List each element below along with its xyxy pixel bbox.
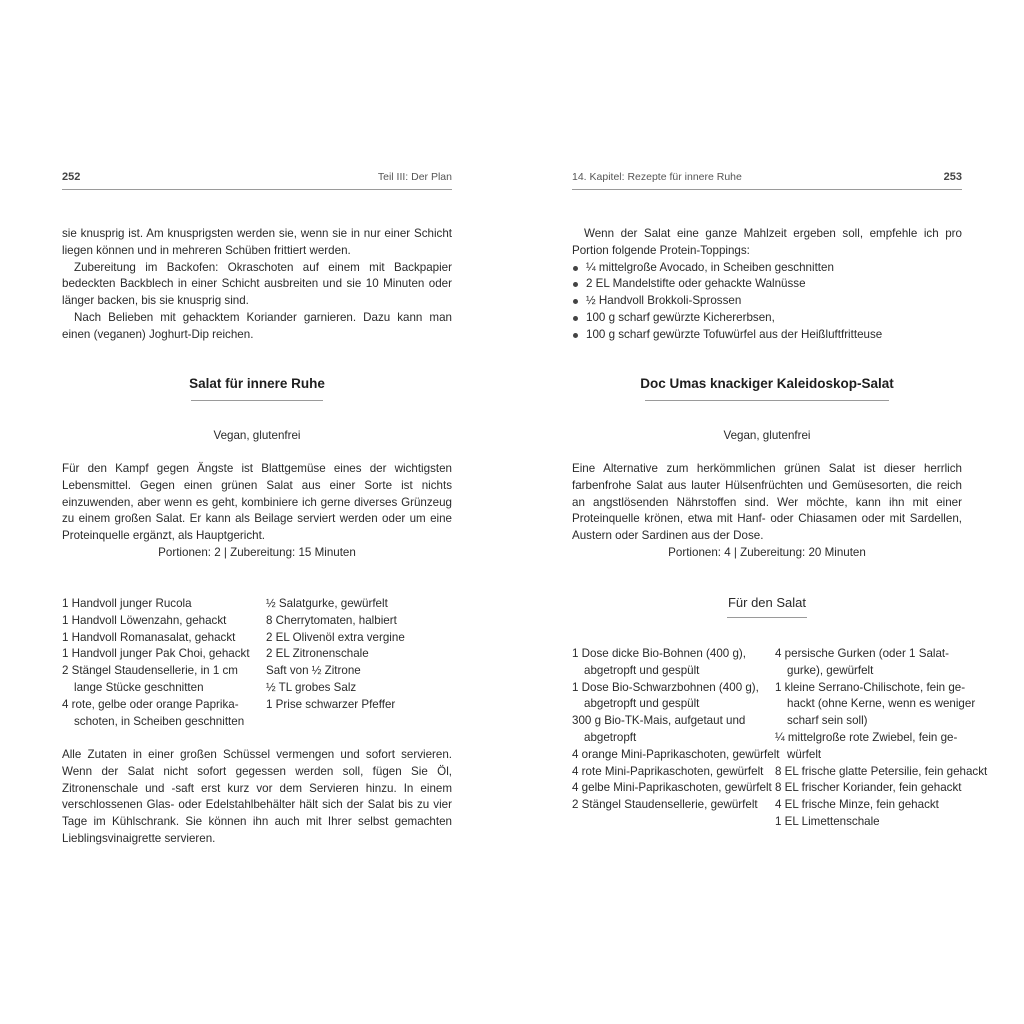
left-top-text	[62, 226, 452, 344]
list-item-text: ½ Handvoll Brokkoli-Sprossen	[586, 294, 742, 308]
list-item-text: 100 g scharf gewürzte Tofuwürfel aus der Heißluftfritteuse	[586, 327, 883, 341]
ingredient-continuation: abgetropft und gespült	[584, 697, 700, 711]
title-underline	[191, 400, 323, 401]
left-page-number: 252	[62, 171, 81, 183]
paragraph: Zubereitung im Backofen: Okraschoten auf einem mit Backpapier bedeckten Backblech in einer Schicht ausbreiten und sie 10 Minuten oder länger backen, bis sie knusprig sind.	[62, 260, 452, 308]
list-item	[572, 276, 962, 293]
ingredient-continuation: scharf sein soll)	[787, 714, 868, 728]
ingredient: 1 kleine Serrano-Chilischote, fein ge-	[775, 680, 966, 694]
ingredients-column-2	[266, 596, 405, 730]
ingredient: 8 Cherrytomaten, halbiert	[266, 613, 397, 627]
bullet-icon	[573, 316, 578, 321]
ingredient: 2 EL Zitronenschale	[266, 647, 369, 661]
bullet-icon	[573, 299, 578, 304]
ingredient: 2 Stängel Staudensellerie, in 1 cm	[62, 664, 238, 678]
recipe-title: Doc Umas knackiger Kaleidoskop-Salat	[640, 376, 894, 391]
recipe-title: Salat für innere Ruhe	[189, 376, 325, 391]
left-ingredients	[62, 596, 405, 730]
ingredient-continuation: abgetropft	[584, 730, 637, 744]
list-item-text: 2 EL Mandelstifte oder gehackte Walnüsse	[586, 277, 806, 291]
intro-paragraph: Wenn der Salat eine ganze Mahlzeit ergeben soll, empfehle ich pro Portion folgende Protein-Toppings:	[572, 227, 962, 257]
ingredient: 1 Handvoll Romanasalat, gehackt	[62, 630, 236, 644]
ingredient-continuation: gurke), gewürfelt	[787, 663, 874, 677]
section-heading-block	[572, 594, 962, 618]
ingredient: 4 rote Mini-Paprikaschoten, gewürfelt	[572, 764, 764, 778]
list-item	[572, 310, 962, 327]
ingredient: 1 Handvoll junger Pak Choi, gehackt	[62, 647, 250, 661]
toppings-list	[572, 260, 962, 344]
title-underline	[645, 400, 889, 401]
ingredient: 8 EL frische glatte Petersilie, fein gehackt	[775, 764, 988, 778]
paragraph: Nach Belieben mit gehacktem Koriander garnieren. Dazu kann man einen (veganen) Joghurt-Dip reichen.	[62, 310, 452, 341]
ingredient: 4 rote, gelbe oder orange Paprika-	[62, 697, 239, 711]
bullet-icon	[573, 333, 578, 338]
left-intro	[62, 461, 452, 545]
list-item-text: ¼ mittelgroße Avocado, in Scheiben geschnitten	[586, 260, 834, 274]
left-diet-label: Vegan, glutenfrei	[213, 429, 301, 442]
description-paragraph: Eine Alternative zum herkömmlichen grünen Salat ist dieser herrlich farbenfrohe Salat aus lauter Hülsenfrüchten und Gemüsesorten, die reich an angstlösenden Nährstoffen sind. Wer möchte, kann ihn mit einer Proteinquelle krönen, etwa mit Hanf- oder Chiasamen oder mit Sardellen, Austern oder Sardinen aus der Dose.	[572, 462, 962, 543]
ingredient: 8 EL frischer Koriander, fein gehackt	[775, 781, 962, 795]
list-item	[572, 260, 962, 277]
right-recipe-title-block	[572, 375, 962, 401]
ingredient: 4 persische Gurken (oder 1 Salat-	[775, 647, 949, 660]
right-portions: Portionen: 4 | Zubereitung: 20 Minuten	[668, 546, 866, 559]
section-underline	[727, 617, 807, 618]
right-intro	[572, 226, 962, 344]
right-running-header	[572, 169, 962, 190]
list-item	[572, 293, 962, 310]
left-recipe-title-block	[62, 375, 452, 401]
ingredient: 2 EL Olivenöl extra vergine	[266, 630, 405, 644]
right-page	[572, 0, 988, 1024]
closing-paragraph: Alle Zutaten in einer großen Schüssel vermengen und sofort servieren. Wenn der Salat nicht sofort gegessen werden soll, fügen Sie Öl, Zitronenschale und -saft erst kurz vor dem Servieren hinzu. In einem verschlossenen Glas- oder Edelstahlbehälter hält sich der Salat bis zu vier Tage im Kühlschrank. Sie können ihn auch mit Ihrer selbst gemachten Lieblingsvinaigrette servieren.	[62, 748, 452, 845]
ingredient: 4 EL frische Minze, fein gehackt	[775, 798, 939, 812]
ingredient: 1 Dose Bio-Schwarzbohnen (400 g),	[572, 680, 759, 694]
ingredient-continuation: hackt (ohne Kerne, wenn es weniger	[787, 697, 976, 711]
ingredient: 1 Dose dicke Bio-Bohnen (400 g),	[572, 647, 747, 660]
ingredient: 4 orange Mini-Paprikaschoten, gewürfelt	[572, 747, 780, 761]
ingredient-continuation: würfelt	[787, 747, 822, 761]
list-item	[572, 327, 962, 344]
ingredient: 300 g Bio-TK-Mais, aufgetaut und	[572, 714, 746, 728]
ingredient-continuation: abgetropft und gespült	[584, 663, 700, 677]
ingredient: 1 Handvoll Löwenzahn, gehackt	[62, 613, 227, 627]
ingredient-continuation: lange Stücke geschnitten	[74, 680, 204, 694]
ingredient: ¼ mittelgroße rote Zwiebel, fein ge-	[775, 730, 958, 744]
ingredients-column-1	[62, 596, 266, 730]
right-page-number: 253	[943, 171, 962, 183]
ingredient: 1 EL Limettenschale	[775, 814, 880, 828]
left-running-header	[62, 169, 452, 190]
left-portions: Portionen: 2 | Zubereitung: 15 Minuten	[158, 546, 356, 559]
right-ingredients	[572, 646, 987, 831]
ingredient: Saft von ½ Zitrone	[266, 664, 361, 678]
ingredients-column-1	[572, 646, 780, 831]
ingredient: 1 Prise schwarzer Pfeffer	[266, 697, 396, 711]
ingredient: ½ Salatgurke, gewürfelt	[266, 597, 388, 610]
ingredients-column-2	[775, 646, 987, 831]
bullet-icon	[573, 266, 578, 271]
right-diet-label: Vegan, glutenfrei	[723, 429, 811, 442]
list-item-text: 100 g scharf gewürzte Kichererbsen,	[586, 310, 775, 324]
ingredient: ½ TL grobes Salz	[266, 680, 357, 694]
ingredient: 1 Handvoll junger Rucola	[62, 597, 192, 610]
ingredient-continuation: schoten, in Scheiben geschnitten	[74, 714, 245, 728]
right-description	[572, 461, 962, 545]
left-closing	[62, 747, 452, 848]
paragraph: sie knusprig ist. Am knusprigsten werden sie, wenn sie in nur einer Schicht liegen können und in mehreren Schüben frittiert werden.	[62, 227, 452, 257]
section-heading: Für den Salat	[727, 595, 807, 610]
ingredient: 2 Stängel Staudensellerie, gewürfelt	[572, 798, 758, 812]
bullet-icon	[573, 282, 578, 287]
ingredient: 4 gelbe Mini-Paprikaschoten, gewürfelt	[572, 781, 772, 795]
left-page	[62, 0, 452, 1024]
intro-paragraph: Für den Kampf gegen Ängste ist Blattgemüse eines der wichtigsten Lebensmittel. Gegen einen grünen Salat aus einer Sorte ist nichts einzuwenden, aber wenn es geht, kombiniere ich gerne diverses Grünzeug zu einem großen Salat. Er kann als Beilage serviert werden oder um eine Proteinquelle ergänzt, als Hauptgericht.	[62, 462, 452, 543]
right-header-title: 14. Kapitel: Rezepte für innere Ruhe	[572, 171, 742, 183]
left-header-title: Teil III: Der Plan	[377, 171, 452, 183]
